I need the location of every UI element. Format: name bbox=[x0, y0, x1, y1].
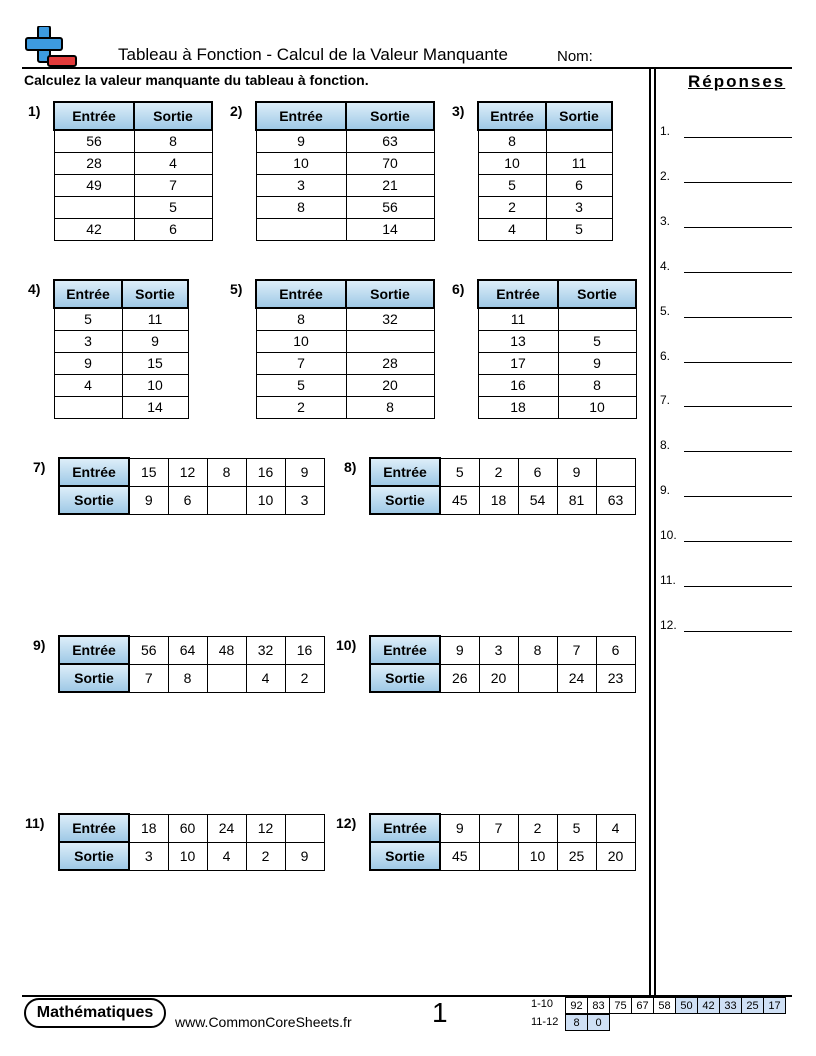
input-cell: 16 bbox=[285, 636, 324, 664]
input-header: Entrée bbox=[59, 458, 129, 486]
input-cell: 28 bbox=[54, 152, 134, 174]
output-header: Sortie bbox=[59, 486, 129, 514]
input-cell: 18 bbox=[478, 396, 558, 418]
output-cell: 26 bbox=[440, 664, 479, 692]
output-cell: 9 bbox=[558, 352, 636, 374]
function-table bbox=[477, 101, 613, 241]
table-row bbox=[54, 174, 212, 196]
input-cell: 9 bbox=[440, 814, 479, 842]
answers-title: Réponses bbox=[688, 72, 786, 91]
score-cell: 42 bbox=[698, 998, 720, 1014]
table-row bbox=[54, 218, 212, 240]
input-cell: 5 bbox=[478, 174, 546, 196]
header-divider bbox=[22, 67, 792, 69]
table-row bbox=[54, 330, 188, 352]
output-header: Sortie bbox=[122, 280, 188, 308]
answer-blank[interactable] bbox=[684, 182, 792, 183]
score-cell: 8 bbox=[566, 1015, 588, 1031]
input-cell: 9 bbox=[557, 458, 596, 486]
output-cell bbox=[346, 330, 434, 352]
input-cell: 6 bbox=[596, 636, 635, 664]
input-cell: 8 bbox=[256, 196, 346, 218]
output-cell: 14 bbox=[346, 218, 434, 240]
output-cell: 54 bbox=[518, 486, 557, 514]
output-cell bbox=[207, 486, 246, 514]
output-cell: 11 bbox=[546, 152, 612, 174]
problem-number: 8) bbox=[344, 459, 357, 475]
input-cell: 5 bbox=[256, 374, 346, 396]
output-header: Sortie bbox=[134, 102, 212, 130]
table-row bbox=[478, 396, 636, 418]
output-cell: 20 bbox=[346, 374, 434, 396]
output-cell: 25 bbox=[557, 842, 596, 870]
problem-number: 10) bbox=[336, 637, 357, 653]
output-cell: 4 bbox=[246, 664, 285, 692]
table-row bbox=[256, 330, 434, 352]
page-title: Tableau à Fonction - Calcul de la Valeur Manquante bbox=[118, 45, 508, 64]
input-cell bbox=[596, 458, 635, 486]
input-cell: 24 bbox=[207, 814, 246, 842]
output-cell: 6 bbox=[546, 174, 612, 196]
output-cell bbox=[546, 130, 612, 152]
answer-row bbox=[660, 304, 792, 320]
output-cell: 8 bbox=[558, 374, 636, 396]
table-row bbox=[54, 152, 212, 174]
function-table bbox=[477, 279, 637, 419]
input-header: Entrée bbox=[478, 280, 558, 308]
page-number: 1 bbox=[432, 997, 448, 1028]
input-header: Entrée bbox=[256, 102, 346, 130]
output-cell: 70 bbox=[346, 152, 434, 174]
output-header: Sortie bbox=[59, 842, 129, 870]
input-header: Entrée bbox=[370, 814, 440, 842]
table-row bbox=[256, 174, 434, 196]
input-cell bbox=[256, 218, 346, 240]
score-table-11-12 bbox=[565, 1014, 610, 1031]
answer-number: 4. bbox=[660, 258, 671, 273]
output-header: Sortie bbox=[370, 842, 440, 870]
input-cell: 12 bbox=[168, 458, 207, 486]
input-cell: 56 bbox=[129, 636, 168, 664]
input-cell: 5 bbox=[440, 458, 479, 486]
table-row bbox=[256, 374, 434, 396]
answer-blank[interactable] bbox=[684, 631, 792, 632]
table-row bbox=[256, 152, 434, 174]
input-cell: 6 bbox=[518, 458, 557, 486]
answer-number: 9. bbox=[660, 483, 671, 498]
table-row bbox=[256, 196, 434, 218]
problem-number: 2) bbox=[230, 103, 243, 119]
input-cell: 11 bbox=[478, 308, 558, 330]
table-row bbox=[256, 130, 434, 152]
input-cell: 3 bbox=[479, 636, 518, 664]
table-row bbox=[478, 330, 636, 352]
output-cell: 45 bbox=[440, 486, 479, 514]
input-cell bbox=[285, 814, 324, 842]
output-cell: 21 bbox=[346, 174, 434, 196]
logo-icon bbox=[22, 26, 78, 68]
answer-row bbox=[660, 259, 792, 275]
input-cell: 42 bbox=[54, 218, 134, 240]
input-cell bbox=[54, 396, 122, 418]
input-cell: 7 bbox=[479, 814, 518, 842]
input-header: Entrée bbox=[478, 102, 546, 130]
problem-number: 6) bbox=[452, 281, 465, 297]
function-table bbox=[58, 635, 325, 693]
score-cell: 83 bbox=[588, 998, 610, 1014]
output-cell: 20 bbox=[479, 664, 518, 692]
table-row bbox=[478, 152, 612, 174]
answer-number: 12. bbox=[660, 617, 677, 632]
problem-number: 3) bbox=[452, 103, 465, 119]
answer-number: 1. bbox=[660, 124, 671, 138]
problem-number: 7) bbox=[33, 459, 46, 475]
output-cell: 24 bbox=[557, 664, 596, 692]
output-cell: 10 bbox=[122, 374, 188, 396]
table-row bbox=[54, 196, 212, 218]
name-label: Nom: bbox=[557, 48, 593, 65]
problem-number: 9) bbox=[33, 637, 46, 653]
table-row bbox=[478, 374, 636, 396]
output-cell: 20 bbox=[596, 842, 635, 870]
score-cell: 92 bbox=[566, 998, 588, 1014]
function-table bbox=[255, 279, 435, 419]
table-row bbox=[59, 458, 324, 486]
input-cell: 10 bbox=[478, 152, 546, 174]
input-cell: 49 bbox=[54, 174, 134, 196]
output-cell: 10 bbox=[246, 486, 285, 514]
input-cell bbox=[54, 196, 134, 218]
table-row bbox=[478, 218, 612, 240]
score-cell: 33 bbox=[720, 998, 742, 1014]
input-cell: 7 bbox=[557, 636, 596, 664]
table-row bbox=[370, 814, 635, 842]
input-cell: 56 bbox=[54, 130, 134, 152]
output-header: Sortie bbox=[59, 664, 129, 692]
output-cell: 5 bbox=[558, 330, 636, 352]
answer-blank[interactable] bbox=[684, 227, 792, 228]
output-cell: 28 bbox=[346, 352, 434, 374]
output-cell: 6 bbox=[168, 486, 207, 514]
input-cell: 2 bbox=[518, 814, 557, 842]
input-cell: 8 bbox=[256, 308, 346, 330]
input-cell: 9 bbox=[54, 352, 122, 374]
output-cell: 63 bbox=[346, 130, 434, 152]
problem-number: 5) bbox=[230, 281, 243, 297]
answer-number: 3. bbox=[660, 213, 671, 228]
input-cell: 3 bbox=[54, 330, 122, 352]
output-cell: 8 bbox=[134, 130, 212, 152]
output-cell: 10 bbox=[558, 396, 636, 418]
answer-row bbox=[660, 528, 792, 544]
score-cell: 75 bbox=[610, 998, 632, 1014]
output-cell: 6 bbox=[134, 218, 212, 240]
answer-blank[interactable] bbox=[684, 541, 792, 542]
score-cell: 25 bbox=[742, 998, 764, 1014]
table-row bbox=[370, 664, 635, 692]
input-cell: 13 bbox=[478, 330, 558, 352]
output-cell: 9 bbox=[129, 486, 168, 514]
input-cell: 10 bbox=[256, 330, 346, 352]
input-cell: 12 bbox=[246, 814, 285, 842]
output-cell: 3 bbox=[546, 196, 612, 218]
output-cell: 5 bbox=[546, 218, 612, 240]
input-cell: 15 bbox=[129, 458, 168, 486]
input-header: Entrée bbox=[256, 280, 346, 308]
output-cell: 56 bbox=[346, 196, 434, 218]
column-divider bbox=[654, 68, 656, 995]
output-cell: 3 bbox=[285, 486, 324, 514]
table-row bbox=[256, 396, 434, 418]
output-cell bbox=[479, 842, 518, 870]
output-cell: 32 bbox=[346, 308, 434, 330]
function-table bbox=[58, 457, 325, 515]
input-header: Entrée bbox=[370, 458, 440, 486]
output-cell: 10 bbox=[518, 842, 557, 870]
table-row bbox=[478, 308, 636, 330]
output-cell: 18 bbox=[479, 486, 518, 514]
score-cell: 58 bbox=[654, 998, 676, 1014]
output-cell: 9 bbox=[285, 842, 324, 870]
input-header: Entrée bbox=[54, 102, 134, 130]
input-cell: 32 bbox=[246, 636, 285, 664]
answer-blank[interactable] bbox=[684, 362, 792, 363]
input-cell: 17 bbox=[478, 352, 558, 374]
subject-badge: Mathématiques bbox=[24, 998, 166, 1028]
function-table bbox=[369, 457, 636, 515]
input-cell: 16 bbox=[246, 458, 285, 486]
table-row bbox=[59, 814, 324, 842]
table-row bbox=[478, 352, 636, 374]
table-row bbox=[256, 218, 434, 240]
answer-blank[interactable] bbox=[684, 272, 792, 273]
answer-blank[interactable] bbox=[684, 451, 792, 452]
table-row bbox=[59, 842, 324, 870]
output-cell: 45 bbox=[440, 842, 479, 870]
score-label-1-10: 1-10 bbox=[531, 998, 554, 1010]
input-header: Entrée bbox=[59, 636, 129, 664]
answer-row bbox=[660, 214, 792, 230]
output-cell: 15 bbox=[122, 352, 188, 374]
output-cell: 7 bbox=[129, 664, 168, 692]
input-cell: 9 bbox=[440, 636, 479, 664]
input-cell: 3 bbox=[256, 174, 346, 196]
score-cell: 17 bbox=[764, 998, 786, 1014]
answer-blank[interactable] bbox=[684, 586, 792, 587]
output-cell: 81 bbox=[557, 486, 596, 514]
table-row bbox=[370, 458, 635, 486]
answer-number: 5. bbox=[660, 303, 671, 318]
answer-row bbox=[660, 124, 792, 140]
output-cell: 23 bbox=[596, 664, 635, 692]
output-cell: 14 bbox=[122, 396, 188, 418]
output-cell: 9 bbox=[122, 330, 188, 352]
problem-number: 1) bbox=[28, 103, 41, 119]
score-cell: 50 bbox=[676, 998, 698, 1014]
table-row bbox=[54, 374, 188, 396]
input-cell: 5 bbox=[54, 308, 122, 330]
table-row bbox=[54, 130, 212, 152]
output-cell: 63 bbox=[596, 486, 635, 514]
input-cell: 10 bbox=[256, 152, 346, 174]
table-row bbox=[54, 308, 188, 330]
answer-row bbox=[660, 618, 792, 634]
output-cell: 2 bbox=[285, 664, 324, 692]
answer-number: 11. bbox=[660, 573, 676, 587]
output-header: Sortie bbox=[370, 664, 440, 692]
input-cell: 9 bbox=[285, 458, 324, 486]
output-cell: 11 bbox=[122, 308, 188, 330]
output-cell bbox=[207, 664, 246, 692]
site-url[interactable]: www.CommonCoreSheets.fr bbox=[175, 1014, 352, 1030]
table-row bbox=[59, 486, 324, 514]
table-row bbox=[256, 308, 434, 330]
output-cell: 4 bbox=[207, 842, 246, 870]
input-cell: 18 bbox=[129, 814, 168, 842]
function-table bbox=[369, 813, 636, 871]
input-header: Entrée bbox=[59, 814, 129, 842]
function-table bbox=[369, 635, 636, 693]
function-table bbox=[53, 101, 213, 241]
output-cell: 5 bbox=[134, 196, 212, 218]
output-header: Sortie bbox=[370, 486, 440, 514]
input-cell: 9 bbox=[256, 130, 346, 152]
table-row bbox=[478, 196, 612, 218]
score-cell: 0 bbox=[588, 1015, 610, 1031]
table-row bbox=[370, 486, 635, 514]
instructions: Calculez la valeur manquante du tableau à fonction. bbox=[24, 72, 369, 88]
answer-row bbox=[660, 483, 792, 499]
output-cell: 2 bbox=[246, 842, 285, 870]
output-header: Sortie bbox=[346, 102, 434, 130]
function-table bbox=[53, 279, 189, 419]
function-table bbox=[255, 101, 435, 241]
answer-row bbox=[660, 349, 792, 365]
problem-number: 11) bbox=[25, 815, 45, 831]
output-cell: 8 bbox=[168, 664, 207, 692]
table-row bbox=[59, 636, 324, 664]
output-cell: 8 bbox=[346, 396, 434, 418]
problem-number: 4) bbox=[28, 281, 41, 297]
problem-number: 12) bbox=[336, 815, 357, 831]
input-cell: 16 bbox=[478, 374, 558, 396]
input-cell: 48 bbox=[207, 636, 246, 664]
output-header: Sortie bbox=[346, 280, 434, 308]
score-cell: 67 bbox=[632, 998, 654, 1014]
answer-blank[interactable] bbox=[684, 317, 792, 318]
input-cell: 8 bbox=[207, 458, 246, 486]
answer-blank[interactable] bbox=[684, 137, 792, 138]
table-row bbox=[478, 130, 612, 152]
output-cell: 4 bbox=[134, 152, 212, 174]
answer-number: 7. bbox=[660, 393, 671, 408]
input-cell: 2 bbox=[479, 458, 518, 486]
score-table-1-10 bbox=[565, 997, 786, 1014]
input-cell: 5 bbox=[557, 814, 596, 842]
input-header: Entrée bbox=[54, 280, 122, 308]
answer-row bbox=[660, 438, 792, 454]
input-cell: 4 bbox=[596, 814, 635, 842]
input-cell: 60 bbox=[168, 814, 207, 842]
input-cell: 4 bbox=[478, 218, 546, 240]
table-row bbox=[370, 842, 635, 870]
answer-number: 10. bbox=[660, 528, 677, 543]
output-cell bbox=[518, 664, 557, 692]
table-row bbox=[54, 396, 188, 418]
answer-number: 2. bbox=[660, 168, 671, 183]
table-row bbox=[54, 352, 188, 374]
answer-number: 6. bbox=[660, 348, 671, 363]
table-row bbox=[478, 174, 612, 196]
output-cell: 7 bbox=[134, 174, 212, 196]
answer-row bbox=[660, 573, 792, 589]
answer-blank[interactable] bbox=[684, 496, 792, 497]
input-cell: 7 bbox=[256, 352, 346, 374]
output-cell: 10 bbox=[168, 842, 207, 870]
input-cell: 2 bbox=[256, 396, 346, 418]
answer-row bbox=[660, 393, 792, 409]
input-cell: 8 bbox=[478, 130, 546, 152]
table-row bbox=[256, 352, 434, 374]
column-divider bbox=[649, 68, 651, 995]
function-table bbox=[58, 813, 325, 871]
input-header: Entrée bbox=[370, 636, 440, 664]
input-cell: 2 bbox=[478, 196, 546, 218]
output-cell: 3 bbox=[129, 842, 168, 870]
table-row bbox=[370, 636, 635, 664]
input-cell: 4 bbox=[54, 374, 122, 396]
input-cell: 8 bbox=[518, 636, 557, 664]
answer-number: 8. bbox=[660, 438, 671, 453]
input-cell: 64 bbox=[168, 636, 207, 664]
output-header: Sortie bbox=[558, 280, 636, 308]
table-row bbox=[59, 664, 324, 692]
score-label-11-12: 11-12 bbox=[531, 1016, 559, 1028]
answer-row bbox=[660, 169, 792, 185]
output-header: Sortie bbox=[546, 102, 612, 130]
answer-blank[interactable] bbox=[684, 406, 792, 407]
output-cell bbox=[558, 308, 636, 330]
